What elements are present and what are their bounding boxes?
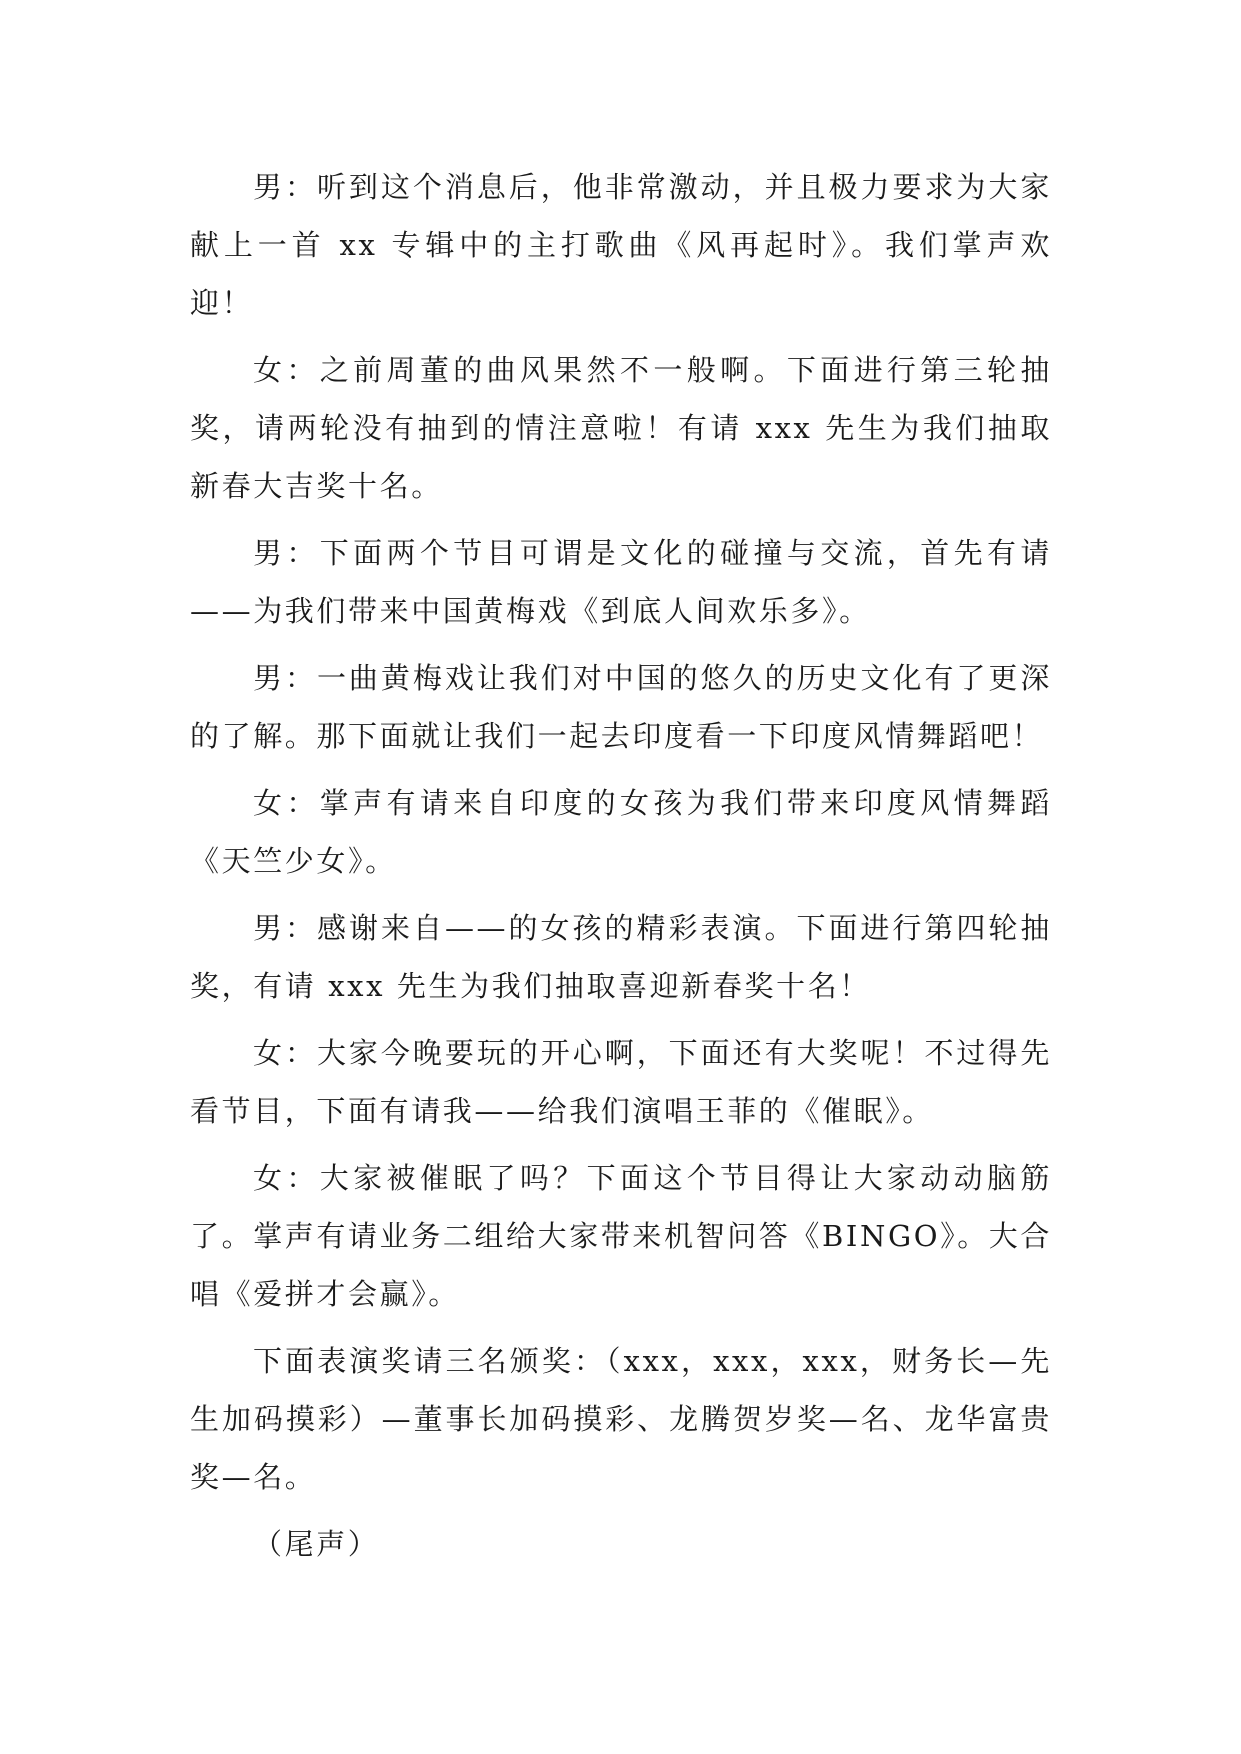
paragraph-5: 女：掌声有请来自印度的女孩为我们带来印度风情舞蹈《天竺少女》。 bbox=[190, 786, 1052, 878]
paragraph-4: 男：一曲黄梅戏让我们对中国的悠久的历史文化有了更深的了解。那下面就让我们一起去印度看一下印度风情舞蹈吧！ bbox=[190, 661, 1052, 753]
paragraph-2: 女：之前周董的曲风果然不一般啊。下面进行第三轮抽奖，请两轮没有抽到的情注意啦！有请 xxx 先生为我们抽取新春大吉奖十名。 bbox=[190, 353, 1052, 503]
document-body bbox=[190, 158, 1052, 1582]
ending-note: （尾声） bbox=[253, 1527, 380, 1561]
paragraph-7: 女：大家今晚要玩的开心啊，下面还有大奖呢！不过得先看节目，下面有请我——给我们演唱王菲的《催眠》。 bbox=[190, 1036, 1052, 1128]
paragraph-6: 男：感谢来自——的女孩的精彩表演。下面进行第四轮抽奖，有请 xxx 先生为我们抽取喜迎新春奖十名！ bbox=[190, 911, 1052, 1003]
paragraph-8: 女：大家被催眠了吗？下面这个节目得让大家动动脑筋了。掌声有请业务二组给大家带来机智问答《BINGO》。大合唱《爱拼才会赢》。 bbox=[190, 1161, 1052, 1311]
paragraph-1: 男：听到这个消息后，他非常激动，并且极力要求为大家献上一首 xx 专辑中的主打歌曲《风再起时》。我们掌声欢迎！ bbox=[190, 170, 1052, 320]
paragraph-9: 下面表演奖请三名颁奖：（xxx，xxx，xxx，财务长—先生加码摸彩）—董事长加码摸彩、龙腾贺岁奖—名、龙华富贵奖—名。 bbox=[190, 1344, 1052, 1494]
paragraph-3: 男：下面两个节目可谓是文化的碰撞与交流，首先有请——为我们带来中国黄梅戏《到底人间欢乐多》。 bbox=[190, 536, 1052, 628]
